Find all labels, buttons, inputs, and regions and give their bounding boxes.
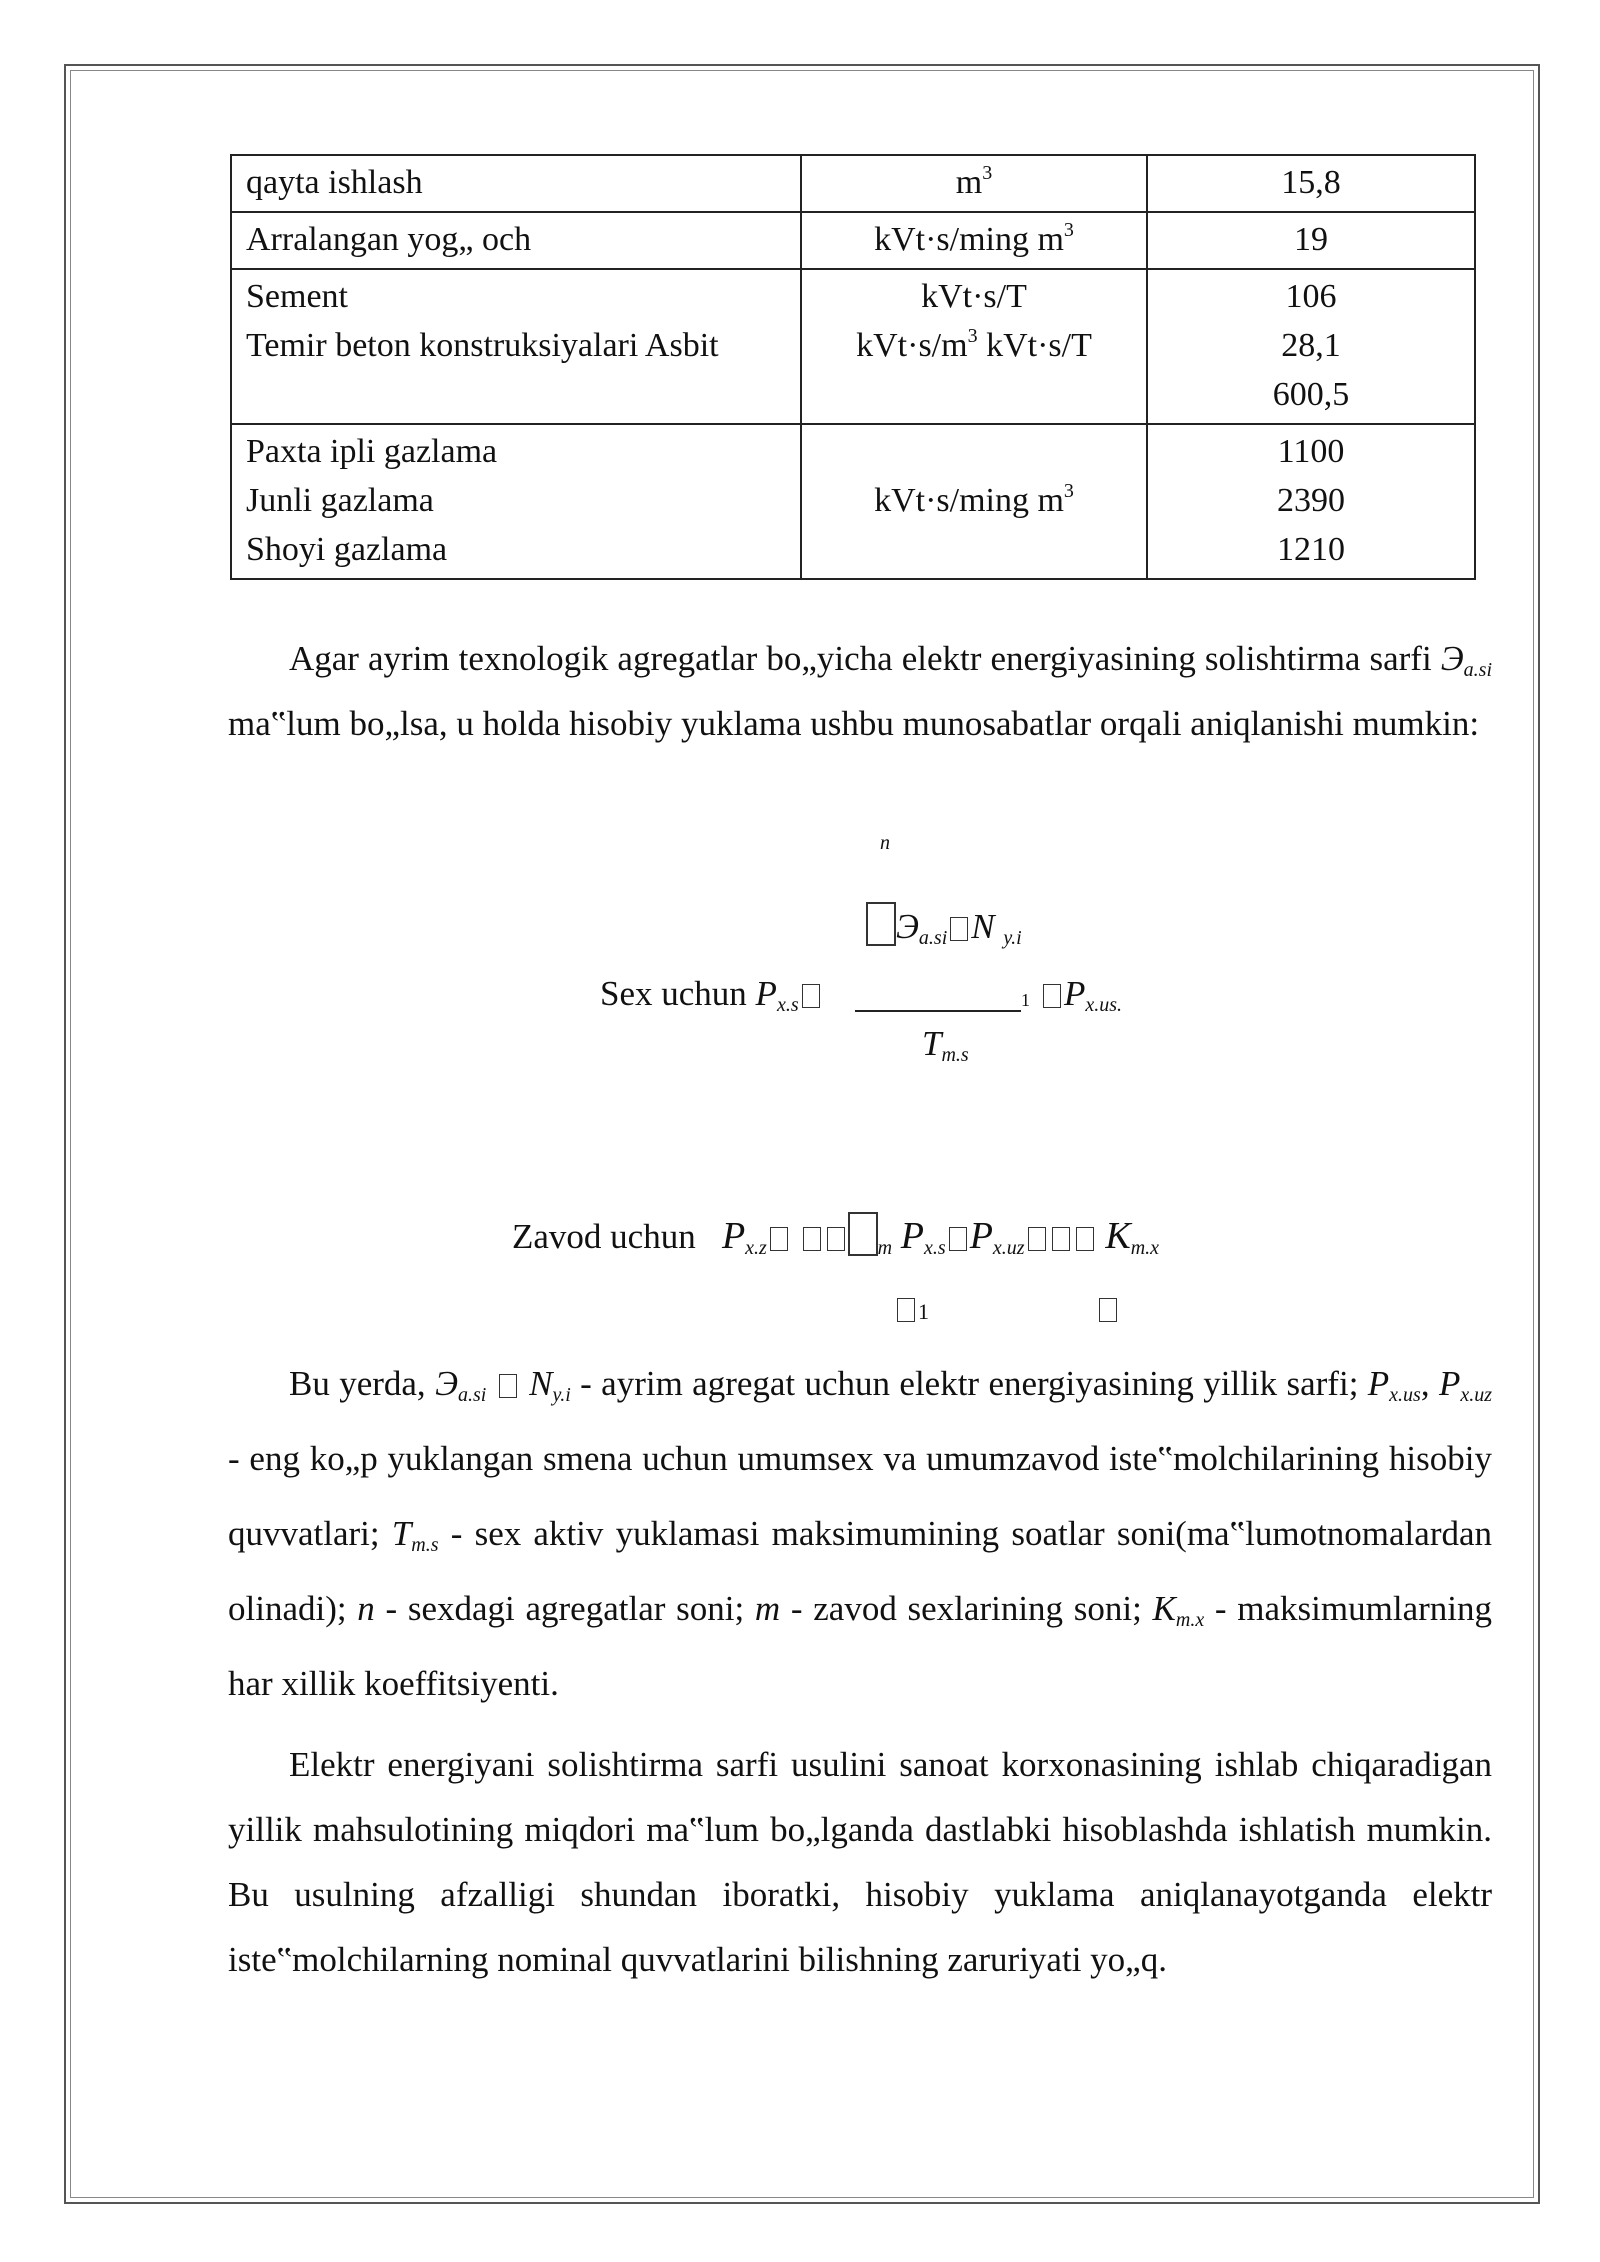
symbol-p: P — [969, 1215, 993, 1257]
symbol-p: P — [1367, 1364, 1390, 1403]
cell-line: $m^3$ — [955, 162, 993, 201]
cell-line: Sement — [246, 278, 348, 315]
symbol-p: P — [1438, 1364, 1461, 1403]
bracket-box — [1052, 1227, 1070, 1251]
sum-symbol-box — [866, 902, 896, 946]
operator-box — [499, 1374, 517, 1398]
table-row — [231, 212, 1475, 269]
subscript: x.z — [745, 1237, 767, 1259]
symbol-e: Э — [896, 907, 919, 946]
table-cell — [1147, 269, 1475, 424]
cell-line: 600,5 — [1272, 376, 1350, 413]
cell-line: 19 — [1294, 221, 1328, 258]
paragraph-method-text: Elektr energiyani solishtirma sarfi usulini sanoat korxonasining ishlab chiqaradigan yillik mahsulotining miqdori ma‟lum bo„lganda dastlabki hisoblashda ishlatish mumkin. Bu usulning afzalligi shundan iboratki, hisobiy yuklama aniqlanayotganda elektr iste‟molchilarning nominal quvvatlarini bilishning zaruriyati yo„q. — [228, 1745, 1492, 1979]
cell-line: kVt·s/ming $m^3$ — [874, 480, 1074, 519]
subscript: x.us. — [1085, 994, 1123, 1016]
paragraph-intro — [228, 626, 1492, 756]
paragraph-definitions — [228, 1346, 1492, 1721]
bracket-box — [1099, 1298, 1117, 1322]
cell-line: kVt·s/ming $m^3$ — [874, 219, 1074, 258]
symbol-e: Э — [1440, 639, 1464, 678]
equals-box — [770, 1227, 788, 1251]
sum-lower-limit: 1 — [1021, 990, 1030, 1010]
table-cell — [1147, 212, 1475, 269]
symbol-p: P — [755, 974, 777, 1013]
text-span: - zavod sexlarining soni; — [780, 1589, 1153, 1628]
cell-line: 106 — [1285, 278, 1337, 315]
plus-box — [1043, 984, 1061, 1008]
table-cell — [231, 269, 801, 424]
cell-line: 28,1 — [1281, 327, 1341, 364]
sum-upper-limit: n — [880, 832, 890, 854]
energy-consumption-table — [230, 154, 1476, 580]
table-cell — [801, 269, 1147, 424]
multiply-box — [1076, 1227, 1094, 1251]
symbol-p: P — [900, 1215, 925, 1257]
formula-denominator — [922, 1024, 969, 1064]
cell-line: Shoyi gazlama — [246, 531, 448, 568]
bracket-box — [1028, 1227, 1046, 1251]
subscript: x.uz — [1460, 1384, 1493, 1406]
subscript: x.uz — [992, 1237, 1025, 1259]
paragraph-intro-text — [228, 626, 1492, 756]
paragraph-method — [228, 1732, 1492, 1992]
symbol-k: K — [1105, 1215, 1131, 1257]
cell-line: 15,8 — [1281, 164, 1341, 201]
bracket-box — [897, 1298, 915, 1322]
table-cell — [1147, 155, 1475, 212]
formula-label: Sex uchun — [600, 974, 756, 1013]
operator-box — [950, 917, 968, 941]
formula-label: Zavod uchun — [512, 1217, 696, 1256]
cell-line: Temir beton konstruksiyalari Asbit — [246, 327, 719, 364]
cell-line: 1100 — [1277, 433, 1345, 470]
subscript: m.x — [1175, 1609, 1205, 1631]
paragraph-definitions-text — [228, 1346, 1492, 1721]
subscript: x.s — [776, 994, 799, 1016]
formula-sex-rhs — [1040, 974, 1122, 1014]
table-row — [231, 424, 1475, 579]
symbol-p: P — [721, 1215, 746, 1257]
symbol-t: T — [391, 1514, 412, 1553]
bracket-box — [827, 1227, 845, 1251]
formula-numerator — [866, 902, 1022, 947]
formula-zavod-lower — [894, 1288, 929, 1328]
formula-zavod-line — [512, 1212, 1159, 1258]
subscript: m.s — [941, 1044, 969, 1066]
subscript: a.si — [918, 927, 948, 949]
sum-symbol-box — [848, 1212, 878, 1256]
symbol-t: T — [922, 1024, 942, 1063]
fraction-bar — [855, 1010, 1021, 1012]
equals-box — [802, 984, 820, 1008]
text-span: Agar ayrim texnologik agregatlar bo„yicha elektr energiyasining solishtirma sarfi — [289, 639, 1441, 678]
sum-upper-limit: m — [877, 1237, 893, 1259]
symbol-k: K — [1152, 1589, 1176, 1628]
cell-line: Junli gazlama — [246, 482, 434, 519]
symbol-e: Э — [435, 1364, 458, 1403]
table-row — [231, 155, 1475, 212]
subscript: x.us — [1389, 1384, 1421, 1406]
formula-sex-lhs — [600, 974, 823, 1014]
bracket-box — [803, 1227, 821, 1251]
cell-line: Arralangan yog„ och — [246, 221, 532, 258]
sum-lower-limit: 1 — [918, 1299, 929, 1324]
subscript: m.x — [1130, 1237, 1160, 1259]
text-span: ma‟lum bo„lsa, u holda hisobiy yuklama ushbu munosabatlar orqali aniqlanishi mumkin: — [228, 704, 1480, 743]
subscript: a.si — [1463, 659, 1492, 681]
text-span: - ayrim agregat uchun elektr energiyasining yillik sarfi; — [570, 1364, 1368, 1403]
table-cell — [801, 424, 1147, 579]
cell-line: Paxta ipli gazlama — [246, 433, 498, 470]
subscript: y.i — [552, 1384, 571, 1406]
table-cell — [231, 212, 801, 269]
table-cell — [231, 155, 801, 212]
subscript: m.s — [411, 1534, 439, 1556]
table-row — [231, 269, 1475, 424]
cell-line: kVt·s/T — [921, 278, 1027, 315]
cell-line: $kVt\cdot s/m^3$ kVt·s/T — [856, 325, 1092, 364]
table-cell — [231, 424, 801, 579]
text-span: - sexdagi agregatlar soni; — [374, 1589, 755, 1628]
symbol-p: P — [1064, 974, 1086, 1013]
cell-line: qayta ishlash — [246, 164, 423, 201]
subscript: a.si — [457, 1384, 487, 1406]
text-span: Bu yerda, — [289, 1364, 436, 1403]
subscript: x.s — [924, 1237, 946, 1259]
subscript: y.i — [1003, 927, 1022, 949]
symbol-m: m — [754, 1589, 781, 1628]
text-span: - maksimumlarning har xillik koeffitsiyenti. — [228, 1589, 1492, 1703]
formula-zavod-bracket — [1096, 1288, 1120, 1328]
table-cell — [801, 212, 1147, 269]
text-span: - eng ko„p yuklangan smena uchun umumsex va umumzavod iste‟molchilarining hisobiy quvvatlari; — [228, 1439, 1492, 1553]
text-span: - sex aktiv yuklamasi maksimumining soatlar soni(ma‟lumotnomalardan olinadi); — [228, 1514, 1493, 1628]
symbol-n: N — [529, 1364, 553, 1403]
table-cell — [1147, 424, 1475, 579]
cell-line: 2390 — [1277, 482, 1345, 519]
table-cell — [801, 155, 1147, 212]
text-span: , — [1420, 1364, 1439, 1403]
symbol-n: N — [971, 907, 995, 946]
cell-line: 1210 — [1277, 531, 1345, 568]
plus-box — [949, 1227, 967, 1251]
symbol-n-lower: n — [357, 1589, 375, 1628]
table-body — [231, 155, 1475, 579]
